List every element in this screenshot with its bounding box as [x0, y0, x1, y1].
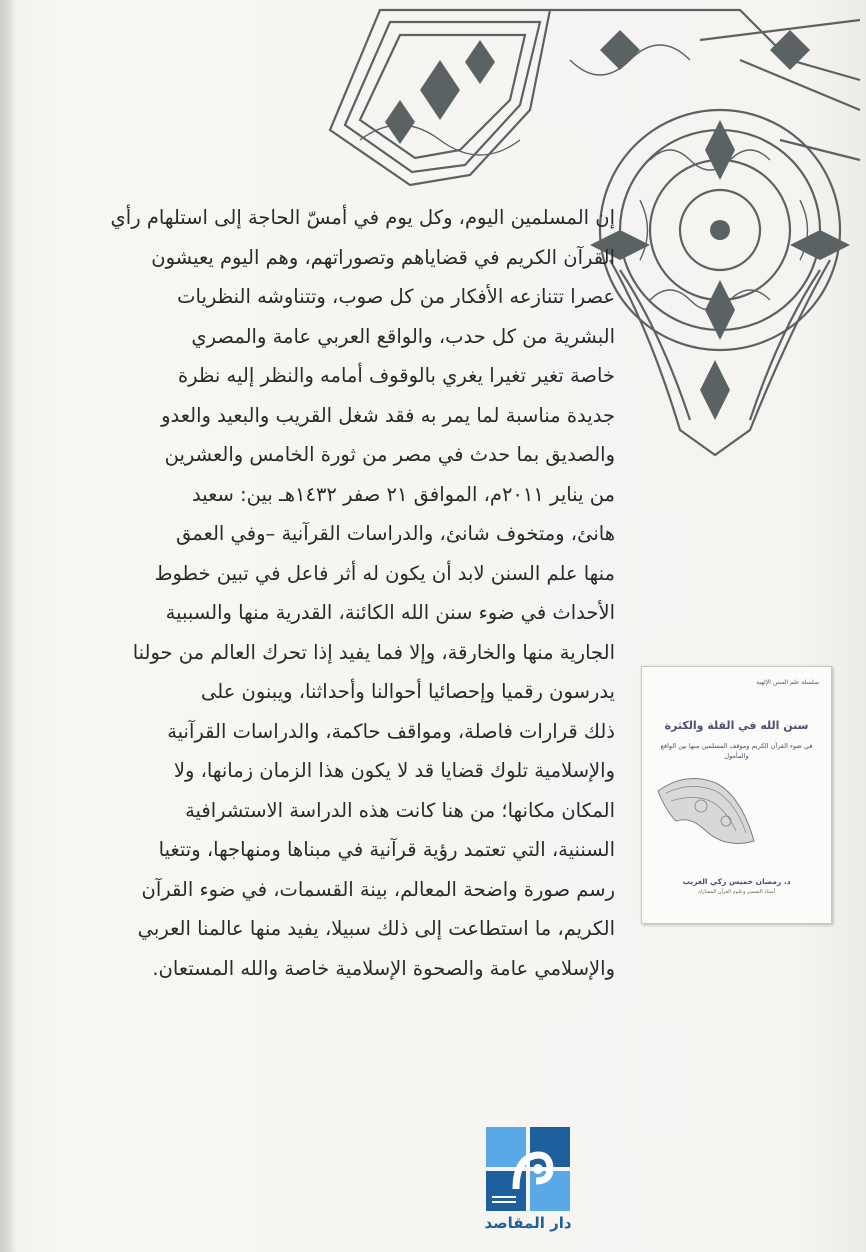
blurb-line: الجارية منها والخارقة، وإلا فما يفيد إذا تحرك العالم من حولنا — [132, 640, 615, 664]
blurb-line: والإسلامي عامة والصحوة الإسلامية خاصة والله المستعان. — [152, 956, 615, 980]
blurb-line: رسم صورة واضحة المعالم، بينة القسمات، في ضوء القرآن — [141, 877, 615, 901]
thumbnail-title: سنن الله في القلة والكثرة — [664, 719, 809, 732]
blurb-line: عصرا تتنازعه الأفكار من كل صوب، وتتناوشه النظريات — [177, 285, 615, 308]
back-cover-blurb — [40, 198, 615, 988]
blurb-line: والإسلامية تلوك قضايا قد لا يكون هذا الزمان زمانها، ولا — [173, 759, 615, 782]
front-cover-thumbnail — [641, 666, 832, 924]
blurb-line: القرآن الكريم في قضاياهم وتصوراتهم، وهم اليوم يعيشون — [151, 245, 615, 269]
thumbnail-author-note: أستاذ التفسير وعلوم القرآن المشارك — [697, 889, 776, 895]
blurb-line: من يناير ٢٠١١م، الموافق ٢١ صفر ١٤٣٢هـ بين: سعيد — [192, 482, 615, 506]
thumbnail-subtitle: في ضوء القرآن الكريم وموقف المسلمين منها بين الواقع والمأمول — [660, 742, 813, 760]
blurb-line: الكريم، ما استطاعت إلى ذلك سبيلا، يفيد منها عالمنا العربي — [137, 917, 615, 940]
thumbnail-ornament-icon — [656, 771, 756, 851]
blurb-line: منها علم السنن لابد أن يكون له أثر فاعل في تبين خطوط — [154, 561, 615, 585]
blurb-line: هانئ، ومتخوف شانئ، والدراسات القرآنية –وفي العمق — [176, 522, 615, 545]
blurb-line: البشرية من كل حدب، والواقع العربي عامة والمصري — [191, 324, 615, 348]
thumbnail-series: سلسلة علم السنن الإلهية — [756, 679, 819, 686]
blurb-line: يدرسون رقميا وإحصائيا أحوالنا وأحداثنا، ويبنون على — [200, 680, 615, 703]
blurb-line: خاصة تغير تغيرا يغري بالوقوف أمامه والنظر إليه نظرة — [177, 364, 615, 387]
spine-shadow — [0, 0, 14, 1252]
blurb-line: والصديق بما حدث في مصر من ثورة الخامس والعشرين — [164, 443, 615, 466]
blurb-line: ذلك قرارات فاصلة، ومواقف حاكمة، والدراسات القرآنية — [167, 719, 615, 743]
blurb-line: جديدة مناسبة لما يمر به فقد شغل القريب والبعيد والعدو — [161, 403, 615, 427]
publisher-name: دار المقاصد — [484, 1214, 572, 1232]
blurb-line: السننية، التي تعتمد رؤية قرآنية في مبناها ومنهاجها، وتتغيا — [158, 838, 615, 861]
blurb-line: إن المسلمين اليوم، وكل يوم في أمسّ الحاجة إلى استلهام رأي — [110, 206, 615, 229]
blurb-line: الأحداث في ضوء سنن الله الكائنة، القدرية منها والسببية — [165, 601, 615, 624]
thumbnail-author: د. رمضان خميس زكي الغريب — [682, 877, 791, 886]
blurb-line: المكان مكانها؛ من هنا كانت هذه الدراسة الاستشرافية — [185, 798, 615, 822]
publisher-logo-icon — [486, 1127, 570, 1211]
